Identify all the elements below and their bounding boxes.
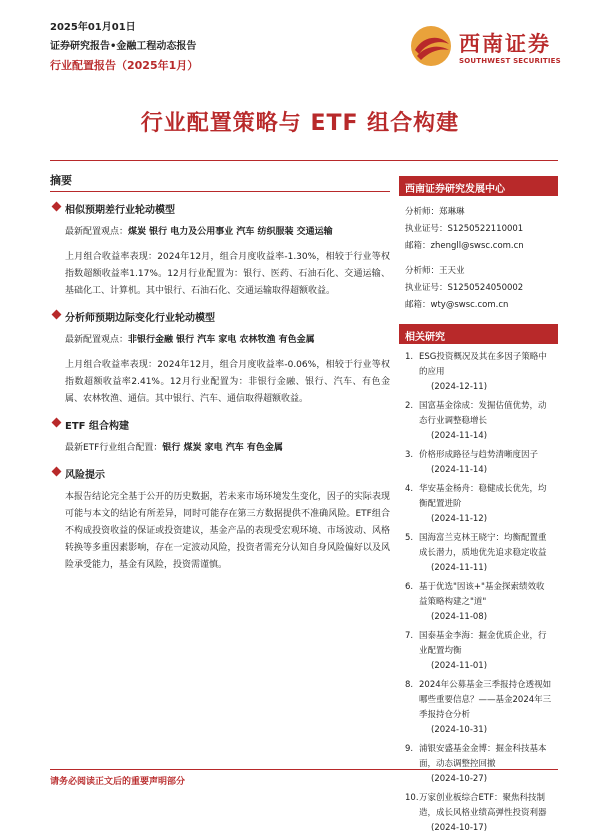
item-title: 价格形成路径与趋势清晰度因子 xyxy=(419,450,539,460)
item-date: (2024-11-12) xyxy=(431,514,488,524)
research-center-heading: 西南证券研究发展中心 xyxy=(399,176,558,196)
item-title: 华安基金杨舟：稳健成长优先，均衡配置进阶 xyxy=(419,484,547,509)
item-date: (2024-11-11) xyxy=(431,563,488,573)
related-item[interactable] xyxy=(405,448,552,478)
item-number: 2. xyxy=(405,401,414,411)
diamond-bullet-icon xyxy=(52,202,62,212)
item-date: (2024-11-01) xyxy=(431,661,488,671)
section-title: 相似预期差行业轮动模型 xyxy=(65,205,175,216)
related-item[interactable] xyxy=(405,399,552,444)
logo-chinese-text: 西南证券 xyxy=(459,31,551,56)
abstract-section xyxy=(50,172,390,732)
report-title: 行业配置策略与 ETF 组合构建 xyxy=(140,111,460,136)
section-title: 风险提示 xyxy=(65,470,105,481)
section-heading xyxy=(50,417,390,432)
performance-paragraph: 上月组合收益率表现：2024年12月，组合月度收益率-0.06%，相较于行业等权指数超额收益率2.41%。12月行业配置为：非银行金融、银行、汽车、有色金属、农林牧渔、通信。其中银行、汽车、通信取得超额收益。 xyxy=(65,360,390,404)
para-lead: 最新配置观点： xyxy=(65,227,129,237)
related-item[interactable] xyxy=(405,580,552,625)
analyst-license: 执业证号：S1250524050002 xyxy=(405,283,524,293)
section-title: ETF 组合构建 xyxy=(65,421,129,432)
item-title: 国泰基金李海：掘金优质企业，行业配置均衡 xyxy=(419,631,547,656)
para-lead: 最新配置观点： xyxy=(65,335,129,345)
analyst-license: 执业证号：S1250522110001 xyxy=(405,224,524,234)
analyst-name: 分析师：郑琳琳 xyxy=(405,207,465,217)
item-date: (2024-11-14) xyxy=(431,431,488,441)
item-number: 10. xyxy=(405,793,419,803)
related-research-heading: 相关研究 xyxy=(399,324,558,344)
diamond-bullet-icon xyxy=(52,310,62,320)
item-number: 7. xyxy=(405,631,414,641)
para-bold: 煤炭 银行 电力及公用事业 汽车 纺织服装 交通运输 xyxy=(128,227,333,237)
item-title: 万家创业板综合ETF：聚焦科技制造，成长风格业绩高弹性投资利器 xyxy=(419,793,547,818)
item-date: (2024-10-31) xyxy=(431,725,488,735)
related-item[interactable] xyxy=(405,678,552,738)
item-date: (2024-11-14) xyxy=(431,465,488,475)
item-date: (2024-12-11) xyxy=(431,382,488,392)
top-divider xyxy=(50,160,558,161)
diamond-bullet-icon xyxy=(52,467,62,477)
report-date: 2025年01月01日 xyxy=(50,22,136,33)
para-bold: 非银行金融 银行 汽车 家电 农林牧渔 有色金属 xyxy=(128,335,315,345)
risk-paragraph: 本报告结论完全基于公开的历史数据，若未来市场环境发生变化，因子的实际表现可能与本文的结论有所差异，同时可能存在第三方数据提供不准确风险。ETF组合不构成投资收益的保证或投资建议，基金产品的表现受宏观环境、市场波动、风格转换等多重因素影响，存在一定波动风险，投资者需充分认知自身风险偏好以及风险承受能力，基金有风险，投资需谨慎。 xyxy=(65,492,390,570)
item-title: 国富基金徐成：发掘估值优势，动态行业调整稳增长 xyxy=(419,401,547,426)
para-lead: 最新ETF行业组合配置： xyxy=(65,443,163,453)
sidebar xyxy=(399,176,558,833)
item-number: 6. xyxy=(405,582,414,592)
analyst-info xyxy=(399,196,558,314)
analyst-email: 邮箱：wty@swsc.com.cn xyxy=(405,300,509,310)
item-title: 基于优选"因该+"基金探索绩效收益策略构建之"道" xyxy=(419,582,545,607)
item-number: 3. xyxy=(405,450,414,460)
item-number: 5. xyxy=(405,533,414,543)
item-title: 2024年公募基金三季报持仓透视如哪些重要信息？——基金2024年三季报持仓分析 xyxy=(419,680,552,720)
report-series: 证券研究报告•金融工程动态报告 xyxy=(50,41,197,52)
logo-english-text: SOUTHWEST SECURITIES xyxy=(459,57,561,65)
logo-emblem-icon xyxy=(409,24,453,68)
etf-config-paragraph xyxy=(50,440,390,457)
related-item[interactable] xyxy=(405,350,552,395)
report-subtitle: 行业配置报告（2025年1月） xyxy=(50,59,199,72)
related-research-list xyxy=(399,344,558,836)
config-view-paragraph xyxy=(50,224,390,241)
analyst-email: 邮箱：zhengll@swsc.com.cn xyxy=(405,241,524,251)
item-date: (2024-10-27) xyxy=(431,774,488,784)
item-date: (2024-10-17) xyxy=(431,823,488,833)
item-title: ESG投资概况及其在多因子策略中的应用 xyxy=(419,352,547,377)
item-title: 国海富兰克林王晓宁：均衡配置重成长潜力，质地优先追求稳定收益 xyxy=(419,533,547,558)
abstract-heading: 摘要 xyxy=(50,172,390,192)
related-item[interactable] xyxy=(405,742,552,787)
diamond-bullet-icon xyxy=(52,418,62,428)
section-heading xyxy=(50,309,390,324)
config-view-paragraph xyxy=(50,332,390,349)
performance-paragraph: 上月组合收益率表现：2024年12月，组合月度收益率-1.30%，相较于行业等权指数超额收益率1.17%。12月行业配置为：银行、医药、石油石化、交通运输、基础化工、计算机。其中银行、石油石化、交通运输取得超额收益。 xyxy=(65,252,390,296)
footer-disclaimer: 请务必阅读正文后的重要声明部分 xyxy=(50,777,186,787)
related-item[interactable] xyxy=(405,482,552,527)
section-title: 分析师预期边际变化行业轮动模型 xyxy=(65,313,215,324)
analyst-name: 分析师：王天业 xyxy=(405,266,465,276)
bottom-divider xyxy=(50,769,558,770)
item-number: 9. xyxy=(405,744,414,754)
item-number: 8. xyxy=(405,680,414,690)
section-heading xyxy=(50,201,390,216)
related-item[interactable] xyxy=(405,791,552,836)
item-date: (2024-11-08) xyxy=(431,612,488,622)
related-item[interactable] xyxy=(405,531,552,576)
item-title: 浦银安盛基金金博：掘金科技基本面，动态调整控回撤 xyxy=(419,744,547,769)
related-item[interactable] xyxy=(405,629,552,674)
para-bold: 银行 煤炭 家电 汽车 有色金属 xyxy=(162,443,283,453)
company-logo xyxy=(409,24,569,74)
item-number: 4. xyxy=(405,484,414,494)
section-heading xyxy=(50,466,390,481)
item-number: 1. xyxy=(405,352,414,362)
